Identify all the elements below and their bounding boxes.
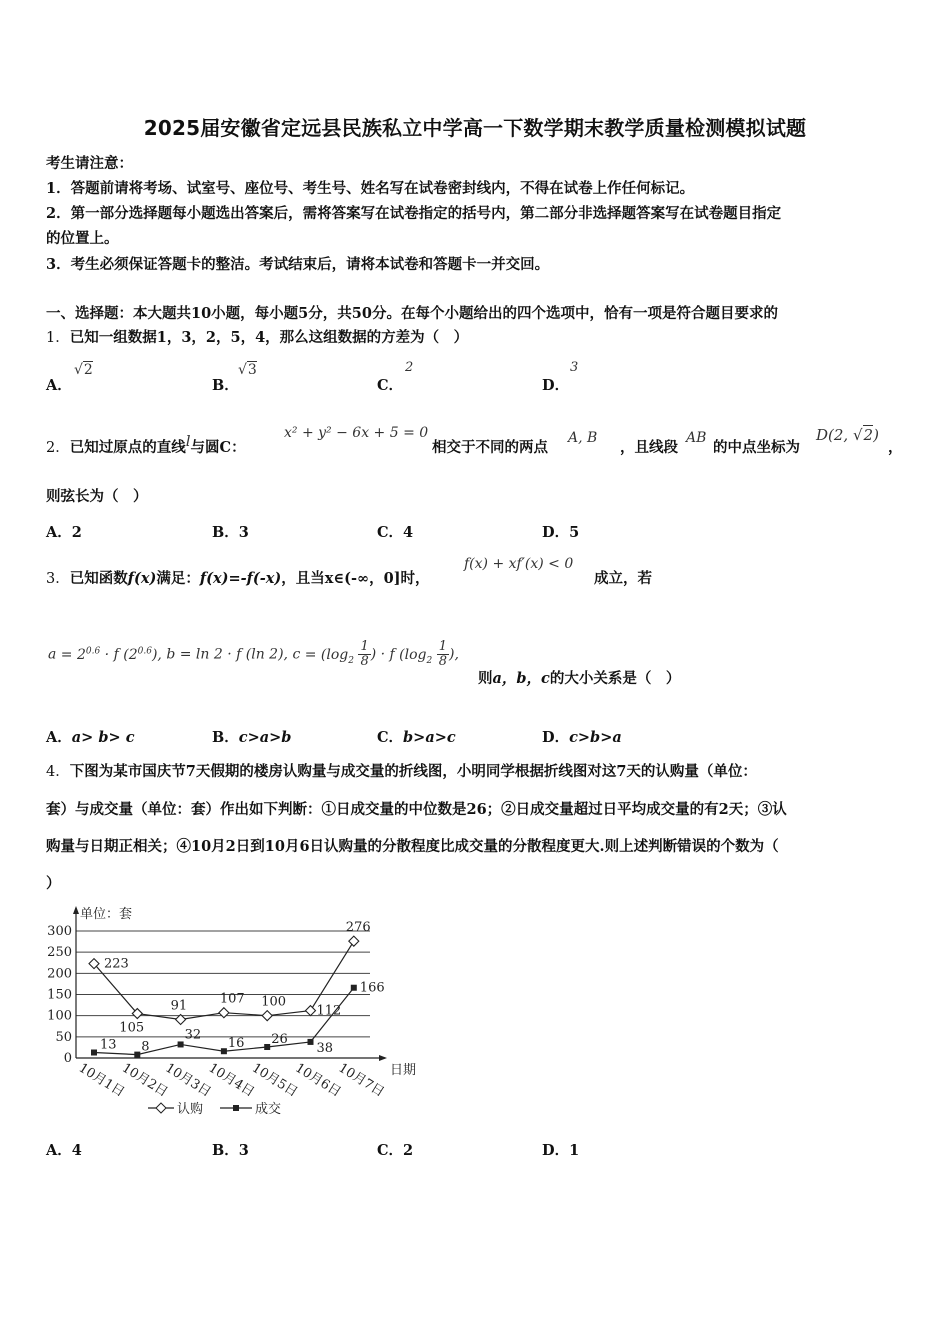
q1-stem (46, 326, 468, 347)
notice-item-3: 3．考生必须保证答题卡的整洁。考试结束后，请将本试卷和答题卡一并交回。 (46, 256, 550, 273)
y-tick-label: 100 (47, 1008, 72, 1024)
q2-option-d[interactable]: D．5 (542, 524, 580, 541)
q3-option-a[interactable]: A．a> b> c (46, 729, 135, 746)
q2-option-b[interactable]: B．3 (212, 524, 249, 541)
subscription-data-label: 107 (219, 991, 245, 1007)
subscription-data-label: 100 (261, 994, 287, 1010)
deal-data-label: 13 (100, 1037, 117, 1053)
q2-option-a[interactable]: A．2 (46, 524, 82, 541)
deal-data-label: 26 (271, 1031, 288, 1047)
deal-data-label: 166 (359, 980, 385, 996)
y-axis-arrow (73, 906, 79, 914)
x-tick-label: 10月2日 (119, 1060, 171, 1101)
deal-point (351, 985, 357, 991)
q4-option-b[interactable]: B．3 (212, 1142, 249, 1159)
x-tick-label: 10月3日 (162, 1060, 214, 1101)
q2-stem-part5: 的中点坐标为 (713, 439, 800, 456)
x-tick-label: 10月7日 (335, 1060, 387, 1101)
q2-option-c[interactable]: C．4 (377, 524, 414, 541)
q2-number: 2． (46, 440, 70, 456)
deal-point (178, 1041, 184, 1047)
q1-option-b[interactable]: B． (212, 377, 239, 394)
notice-heading: 考生请注意： (46, 155, 133, 172)
q4-line-2: 套）与成交量（单位：套）作出如下判断：①日成交量的中位数是26；②日成交量超过日平均成交量的有2天；③认 (46, 801, 787, 818)
y-tick-label: 300 (47, 924, 72, 939)
q1-text: 已知一组数据1，3，2，5，4，那么这组数据的方差为（ ） (69, 329, 469, 346)
q1-option-c[interactable]: C． (377, 377, 404, 394)
legend-marker-deal (233, 1105, 239, 1111)
x-tick-label: 10月6日 (292, 1060, 344, 1101)
subscription-point (262, 1011, 272, 1021)
y-axis-label: 单位：套 (80, 907, 133, 922)
notice-item-2-cont: 的位置上。 (46, 230, 119, 247)
q3-option-c[interactable]: C．b>a>c (377, 729, 456, 746)
q2-question: 则弦长为（ ） (46, 488, 148, 505)
q1-option-d-value: 3 (570, 360, 579, 375)
q3-stem-part5: 成立，若 (594, 570, 652, 587)
q2-circle-equation: x² + y² − 6x + 5 = 0 (284, 425, 429, 441)
y-tick-label: 200 (47, 966, 72, 982)
subscription-point (349, 936, 359, 946)
subscription-point (306, 1006, 316, 1016)
deal-point (308, 1039, 314, 1045)
subscription-data-label: 105 (119, 1020, 145, 1036)
legend-label-deal: 成交 (255, 1102, 282, 1117)
q4-line-1: 4．下图为某市国庆节7天假期的楼房认购量与成交量的折线图，小明同学根据折线图对这7天的认购量（单位： (46, 763, 757, 780)
q1-option-a[interactable]: A． (46, 377, 72, 394)
q1-option-d[interactable]: D． (542, 377, 570, 394)
deal-point (221, 1048, 227, 1054)
x-tick-label: 10月1日 (75, 1060, 127, 1101)
subscription-data-label: 276 (345, 920, 371, 936)
q4-option-a[interactable]: A．4 (46, 1142, 82, 1159)
q3-inequality: f(x) + xf′(x) < 0 (464, 556, 574, 572)
subscription-data-label: 91 (170, 998, 188, 1014)
q2-stem-part3: 相交于不同的两点 (432, 439, 548, 456)
q4-line-4: ） (46, 875, 61, 892)
legend-marker-subscription (156, 1103, 166, 1113)
q4-option-c[interactable]: C．2 (377, 1142, 414, 1159)
deal-data-label: 16 (227, 1036, 245, 1052)
subscription-data-label: 112 (316, 1003, 342, 1019)
y-tick-label: 0 (63, 1051, 72, 1066)
q4-option-d[interactable]: D．1 (542, 1142, 580, 1159)
x-tick-label: 10月5日 (249, 1060, 301, 1101)
deal-point (91, 1049, 97, 1055)
subscription-point (219, 1008, 229, 1018)
q2-stem-tail: ， (888, 439, 903, 456)
q3-question: 则a，b，c的大小关系是（ ） (478, 670, 681, 687)
q2-midpoint: D(2, √2) (816, 426, 879, 444)
q3-option-d[interactable]: D．c>b>a (542, 729, 622, 746)
q2-points: A, B (568, 430, 598, 446)
line-chart (40, 900, 440, 1125)
deal-data-label: 32 (184, 1027, 202, 1043)
section-heading: 一、选择题：本大题共10小题，每小题5分，共50分。在每个小题给出的四个选项中，恰有一项是符合题目要求的 (46, 305, 778, 322)
q2-stem: 2．已知过原点的直线l与圆C： (46, 432, 246, 456)
q2-segment: AB (686, 430, 707, 446)
x-axis-label: 日期 (390, 1063, 417, 1078)
notice-item-2: 2．第一部分选择题每小题选出答案后，需将答案写在试卷指定的括号内，第二部分非选择题答案写在试卷题目指定 (46, 205, 782, 222)
legend-label-subscription: 认购 (177, 1102, 204, 1117)
page-title: 2025届安徽省定远县民族私立中学高一下数学期末教学质量检测模拟试题 (143, 116, 807, 140)
y-tick-label: 50 (55, 1029, 72, 1045)
deal-data-label: 38 (316, 1040, 334, 1056)
q1-number: 1． (46, 330, 70, 346)
notice-item-1: 1．答题前请将考场、试室号、座位号、考生号、姓名写在试卷密封线内，不得在试卷上作任何标记。 (46, 180, 695, 197)
y-tick-label: 250 (47, 945, 72, 961)
deal-point (264, 1044, 270, 1050)
q3-stem: 3．已知函数f(x)满足：f(x)=-f(-x)，且当x∈(-∞，0]时， (46, 570, 430, 587)
q4-line-3: 购量与日期正相关；④10月2日到10月6日认购量的分散程度比成交量的分散程度更大.则上述判断错误的个数为（ (46, 838, 779, 855)
deal-data-label: 8 (141, 1039, 150, 1055)
subscription-data-label: 223 (104, 956, 129, 972)
q1-option-b-value: √3 (238, 362, 257, 378)
q1-option-a-value: √2 (74, 362, 93, 378)
x-axis-arrow (379, 1055, 387, 1061)
x-tick-label: 10月4日 (205, 1060, 257, 1101)
q1-option-c-value: 2 (405, 360, 414, 375)
y-tick-label: 150 (47, 987, 72, 1003)
q3-definitions: $a = 2^{0.6} \cdot f$ $(2^{0.6})$, b = ln 2 · f (ln 2), $c = (\log_2$ $\frac{1}{8}$ ) · f ($\log_2$ $\frac{1}{8}$ ), (48, 639, 459, 669)
deal-point (134, 1052, 140, 1058)
q2-stem-part4: ，且线段 (620, 439, 678, 456)
q3-option-b[interactable]: B．c>a>b (212, 729, 292, 746)
